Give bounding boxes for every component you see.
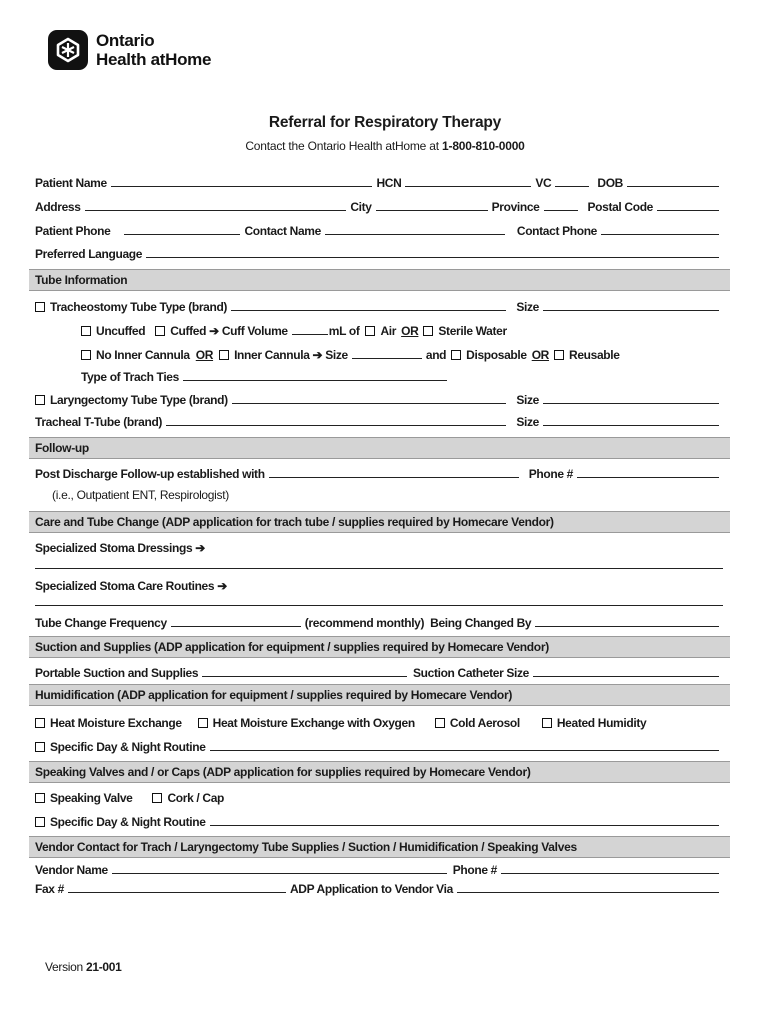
uncuffed-label: Uncuffed xyxy=(96,324,146,338)
speaking-routine-label: Specific Day & Night Routine xyxy=(50,815,206,829)
stoma-routines-row xyxy=(35,577,723,593)
vendor-name-field[interactable] xyxy=(112,873,447,874)
cuffed-label: Cuffed xyxy=(170,324,207,338)
contact-prefix: Contact the Ontario Health atHome at xyxy=(245,139,443,153)
province-field[interactable] xyxy=(544,210,578,211)
speaking-routine-checkbox[interactable] xyxy=(35,817,45,827)
section-humidification: Humidification (ADP application for equipment / supplies required by Homecare Vendor) xyxy=(29,684,730,706)
fax-row xyxy=(35,880,723,896)
ml-of-label: mL of xyxy=(328,324,360,338)
uncuffed-checkbox[interactable] xyxy=(81,326,91,336)
brand-name xyxy=(96,31,211,69)
address-field[interactable] xyxy=(85,210,347,211)
hme-oxygen-label: Heat Moisture Exchange with Oxygen xyxy=(212,716,415,730)
cuff-volume-label: Cuff Volume xyxy=(221,324,288,338)
address-row xyxy=(35,198,723,214)
tube-change-row xyxy=(35,614,723,630)
adp-via-field[interactable] xyxy=(457,892,719,893)
stoma-dressings-label: Specialized Stoma Dressings xyxy=(35,541,193,555)
cuffed-checkbox[interactable] xyxy=(155,326,165,336)
speaking-valve-label: Speaking Valve xyxy=(50,791,133,805)
patient-phone-label: Patient Phone xyxy=(35,224,111,238)
city-field[interactable] xyxy=(376,210,488,211)
vendor-phone-field[interactable] xyxy=(501,873,719,874)
trach-size-label: Size xyxy=(516,300,539,314)
t-tube-size-label: Size xyxy=(516,415,539,429)
t-tube-row xyxy=(35,413,723,429)
disposable-label: Disposable xyxy=(466,348,527,362)
stoma-dressings-row xyxy=(35,539,723,555)
air-checkbox[interactable] xyxy=(365,326,375,336)
followup-row xyxy=(35,465,723,481)
cannula-size-field[interactable] xyxy=(352,358,422,359)
trach-ties-field[interactable] xyxy=(183,380,447,381)
province-label: Province xyxy=(491,200,540,214)
cuff-row xyxy=(81,322,723,338)
t-tube-label: Tracheal T-Tube (brand) xyxy=(35,415,163,429)
changed-by-label: Being Changed By xyxy=(430,616,532,630)
arrow-right-icon: ➔ xyxy=(209,324,219,338)
cork-cap-label: Cork / Cap xyxy=(167,791,224,805)
trach-type-row xyxy=(35,298,723,314)
catheter-size-label: Suction Catheter Size xyxy=(412,666,529,680)
heated-humidity-checkbox[interactable] xyxy=(542,718,552,728)
humid-routine-label: Specific Day & Night Routine xyxy=(50,740,206,754)
hcn-label: HCN xyxy=(376,176,402,190)
version-number: 21-001 xyxy=(85,960,122,974)
patient-phone-field[interactable] xyxy=(124,234,240,235)
patient-phone-row xyxy=(35,222,723,238)
vendor-phone-label: Phone # xyxy=(452,863,497,877)
vc-field[interactable] xyxy=(555,186,589,187)
patient-name-row xyxy=(35,174,723,190)
contact-name-field[interactable] xyxy=(325,234,505,235)
section-suction-supplies: Suction and Supplies (ADP application for equipment / supplies required by Homecare Vendor) xyxy=(29,636,730,658)
fax-field[interactable] xyxy=(68,892,286,893)
inner-cannula-label: Inner Cannula xyxy=(234,348,310,362)
arrow-right-icon: ➔ xyxy=(312,348,323,362)
language-row xyxy=(35,245,723,261)
section-follow-up: Follow-up xyxy=(29,437,730,459)
cannula-or-label: OR xyxy=(195,348,214,362)
laryngectomy-label: Laryngectomy Tube Type (brand) xyxy=(50,393,228,407)
portable-suction-field[interactable] xyxy=(202,676,407,677)
trach-ties-row xyxy=(81,368,451,384)
or-label: OR xyxy=(401,324,419,338)
cold-aerosol-checkbox[interactable] xyxy=(435,718,445,728)
contact-phone-label: Contact Phone xyxy=(516,224,597,238)
postal-code-label: Postal Code xyxy=(587,200,653,214)
city-label: City xyxy=(350,200,372,214)
changed-by-field[interactable] xyxy=(535,626,719,627)
inner-cannula-checkbox[interactable] xyxy=(219,350,229,360)
version-prefix: Version xyxy=(45,960,86,974)
trach-size-field[interactable] xyxy=(543,310,719,311)
section-tube-information: Tube Information xyxy=(29,269,730,291)
and-label: and xyxy=(425,348,447,362)
portable-suction-label: Portable Suction and Supplies xyxy=(35,666,199,680)
patient-name-label: Patient Name xyxy=(35,176,107,190)
t-tube-size-field[interactable] xyxy=(543,425,719,426)
section-vendor-contact: Vendor Contact for Trach / Laryngectomy Tube Supplies / Suction / Humidification / Speaking Valves xyxy=(29,836,730,858)
section-speaking-valves: Speaking Valves and / or Caps (ADP application for supplies required by Homecare Vendor) xyxy=(29,761,730,783)
recommend-label: (recommend monthly) xyxy=(304,616,425,630)
laryngectomy-checkbox[interactable] xyxy=(35,395,45,405)
adp-via-label: ADP Application to Vendor Via xyxy=(289,882,453,896)
cannula-size-label: Size xyxy=(325,348,348,362)
stoma-routines-label: Specialized Stoma Care Routines xyxy=(35,579,215,593)
tube-change-frequency-field[interactable] xyxy=(171,626,301,627)
laryngectomy-size-field[interactable] xyxy=(543,403,719,404)
vc-label: VC xyxy=(535,176,552,190)
vendor-name-row xyxy=(35,861,723,877)
address-label: Address xyxy=(35,200,81,214)
brand-line2: Health atHome xyxy=(96,50,212,69)
version-label xyxy=(45,960,122,974)
trach-ties-label: Type of Trach Ties xyxy=(81,370,179,384)
speaking-routine-row xyxy=(35,813,723,829)
arrow-right-icon: ➔ xyxy=(195,541,205,555)
hme-checkbox[interactable] xyxy=(35,718,45,728)
cold-aerosol-label: Cold Aerosol xyxy=(449,716,520,730)
followup-phone-field[interactable] xyxy=(577,477,719,478)
cork-cap-checkbox[interactable] xyxy=(152,793,162,803)
disposable-checkbox[interactable] xyxy=(451,350,461,360)
t-tube-field[interactable] xyxy=(166,425,506,426)
disposable-or-label: OR xyxy=(531,348,550,362)
stoma-dressings-field[interactable] xyxy=(35,568,723,569)
postal-code-field[interactable] xyxy=(657,210,719,211)
dob-field[interactable] xyxy=(627,186,719,187)
laryngectomy-row xyxy=(35,391,723,407)
hcn-field[interactable] xyxy=(405,186,531,187)
contact-line xyxy=(0,139,770,153)
contact-phone-field[interactable] xyxy=(601,234,719,235)
speaking-valve-checkbox[interactable] xyxy=(35,793,45,803)
tube-change-frequency-label: Tube Change Frequency xyxy=(35,616,167,630)
air-label: Air xyxy=(380,324,397,338)
cannula-row xyxy=(81,346,723,362)
followup-note: (i.e., Outpatient ENT, Respirologist) xyxy=(52,488,229,502)
patient-name-field[interactable] xyxy=(111,186,373,187)
catheter-size-field[interactable] xyxy=(533,676,719,677)
speaking-routine-field[interactable] xyxy=(210,825,719,826)
section-care-tube-change: Care and Tube Change (ADP application for trach tube / supplies required by Homecare Vendor) xyxy=(29,511,730,533)
cuff-volume-field[interactable] xyxy=(292,334,328,335)
trach-type-label: Tracheostomy Tube Type (brand) xyxy=(50,300,228,314)
speaking-options-row xyxy=(35,789,723,805)
hme-oxygen-checkbox[interactable] xyxy=(198,718,208,728)
sterile-water-checkbox[interactable] xyxy=(423,326,433,336)
form-title: Referral for Respiratory Therapy xyxy=(268,114,502,131)
trach-type-field[interactable] xyxy=(231,310,506,311)
arrow-right-icon: ➔ xyxy=(217,579,227,593)
reusable-checkbox[interactable] xyxy=(554,350,564,360)
no-inner-cannula-checkbox[interactable] xyxy=(81,350,91,360)
ontario-health-athome-logo xyxy=(48,30,211,70)
heated-humidity-label: Heated Humidity xyxy=(556,716,647,730)
reusable-label: Reusable xyxy=(569,348,620,362)
humid-routine-row xyxy=(35,738,723,754)
dob-label: DOB xyxy=(597,176,623,190)
followup-phone-label: Phone # xyxy=(528,467,573,481)
humid-routine-checkbox[interactable] xyxy=(35,742,45,752)
contact-phone: 1-800-810-0000 xyxy=(442,139,525,153)
humid-routine-field[interactable] xyxy=(210,750,719,751)
stoma-routines-field[interactable] xyxy=(35,605,723,606)
vendor-name-label: Vendor Name xyxy=(35,863,108,877)
hme-label: Heat Moisture Exchange xyxy=(50,716,182,730)
trillium-icon xyxy=(48,30,88,70)
no-inner-cannula-label: No Inner Cannula xyxy=(96,348,190,362)
laryngectomy-field[interactable] xyxy=(232,403,507,404)
sterile-water-label: Sterile Water xyxy=(438,324,507,338)
brand-line1: Ontario xyxy=(96,31,155,50)
suction-row xyxy=(35,664,723,680)
fax-label: Fax # xyxy=(35,882,64,896)
language-field[interactable] xyxy=(146,257,719,258)
followup-field[interactable] xyxy=(269,477,519,478)
trach-type-checkbox[interactable] xyxy=(35,302,45,312)
language-label: Preferred Language xyxy=(35,247,143,261)
contact-name-label: Contact Name xyxy=(244,224,321,238)
humidification-options-row xyxy=(35,714,723,730)
followup-label: Post Discharge Follow-up established with xyxy=(35,467,265,481)
laryngectomy-size-label: Size xyxy=(516,393,539,407)
